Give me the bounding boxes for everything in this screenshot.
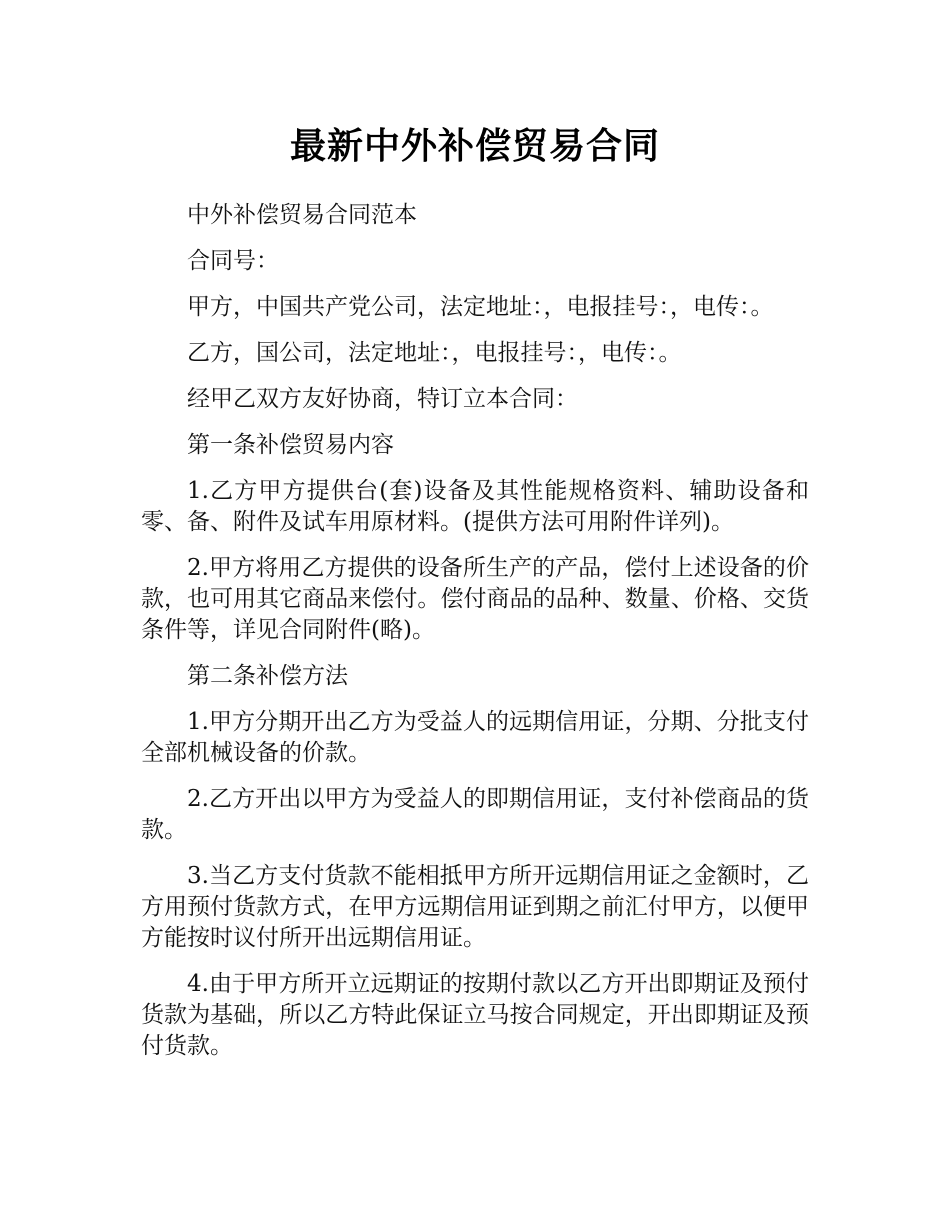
- paragraph-article-1-item-1: 1.乙方甲方提供台(套)设备及其性能规格资料、辅助设备和零、备、附件及试车用原材料。(提供方法可用附件详列)。: [141, 478, 809, 535]
- paragraph-party-a: 甲方，中国共产党公司，法定地址：，电报挂号：，电传：。: [187, 294, 774, 320]
- paragraph-contract-number: 合同号：: [187, 248, 279, 274]
- paragraph-party-b: 乙方，国公司，法定地址：，电报挂号：，电传：。: [187, 340, 682, 366]
- heading-article-1: 第一条补偿贸易内容: [187, 432, 394, 458]
- paragraph-article-2-item-2: 2.乙方开出以甲方为受益人的即期信用证，支付补偿商品的货款。: [141, 786, 809, 843]
- paragraph-article-1-item-2: 2.甲方将用乙方提供的设备所生产的产品，偿付上述设备的价款，也可用其它商品来偿付。偿付商品的品种、数量、价格、交货条件等，详见合同附件(略)。: [141, 555, 809, 643]
- heading-article-2: 第二条补偿方法: [187, 663, 348, 689]
- paragraph-article-2-item-1: 1.甲方分期开出乙方为受益人的远期信用证，分期、分批支付全部机械设备的价款。: [141, 709, 809, 766]
- document-body: [141, 200, 809, 1077]
- paragraph-article-2-item-3: 3.当乙方支付货款不能相抵甲方所开远期信用证之金额时，乙方用预付货款方式，在甲方远期信用证到期之前汇付甲方，以便甲方能按时议付所开出远期信用证。: [141, 863, 809, 951]
- paragraph-preamble: 经甲乙双方友好协商，特订立本合同：: [187, 386, 578, 412]
- document-title: 最新中外补偿贸易合同: [289, 126, 660, 167]
- paragraph-article-2-item-4: 4.由于甲方所开立远期证的按期付款以乙方开出即期证及预付货款为基础，所以乙方特此保证立马按合同规定，开出即期证及预付货款。: [141, 971, 809, 1059]
- paragraph-template-name: 中外补偿贸易合同范本: [187, 202, 417, 228]
